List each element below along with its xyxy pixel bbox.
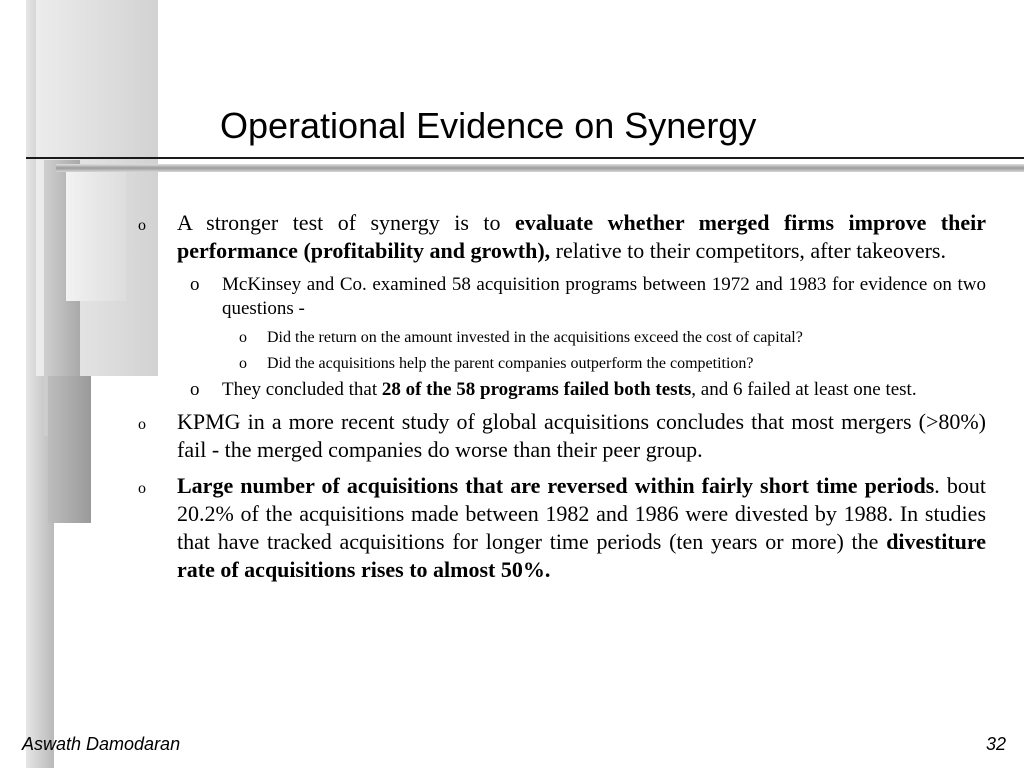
sub-bullet-item [130, 378, 986, 402]
footer-author: Aswath Damodaran [22, 734, 181, 754]
bullet-marker: o [138, 217, 146, 234]
bullet-marker: o [239, 355, 247, 372]
title-divider [26, 157, 1024, 159]
bullet-marker: o [138, 480, 146, 497]
decorative-bar [66, 172, 126, 301]
slide-body [130, 209, 986, 592]
sub-sub-bullet-item [130, 353, 986, 374]
sub-bullet-bold-text: 28 of the 58 programs failed both tests [381, 379, 692, 400]
title-divider-bar [56, 164, 1024, 172]
sub-sub-bullet-text: Did the acquisitions help the parent companies outperform the competition? [267, 355, 754, 372]
page-number: 32 [985, 734, 1006, 754]
bullet-text: relative to their competitors, after takeovers. [550, 238, 946, 263]
bullet-marker: o [138, 416, 146, 433]
sub-bullet-item [130, 273, 986, 321]
bullet-marker: o [190, 379, 200, 400]
bullet-bold-text: Large number of acquisitions that are reversed within fairly short time periods [177, 473, 935, 498]
bullet-item [130, 472, 986, 584]
sub-bullet-text: They concluded that [222, 379, 382, 400]
bullet-item [130, 408, 986, 464]
bullet-bold-text: divestiture rate of acquisitions rises to almost 50%. [177, 529, 986, 582]
sub-sub-bullet-text: Did the return on the amount invested in the acquisitions exceed the cost of capital? [267, 329, 803, 346]
sub-bullet-text: , and 6 failed at least one test. [691, 379, 917, 400]
bullet-text: . bout 20.2% of the acquisitions made between 1982 and 1986 were divested by 1988. In studies that have tracked acquisitions for longer time periods (ten years or more) the [177, 473, 986, 554]
sub-sub-bullet-item [130, 327, 986, 348]
bullet-text: KPMG in a more recent study of global acquisitions concludes that most mergers (>80%) fail - the merged companies do worse than their peer group. [177, 409, 986, 462]
bullet-item [130, 209, 986, 265]
sub-bullet-text: McKinsey and Co. examined 58 acquisition programs between 1972 and 1983 for evidence on two questions - [222, 274, 986, 319]
bullet-marker: o [190, 274, 200, 295]
slide-title: Operational Evidence on Synergy [220, 105, 757, 146]
decorative-bar [48, 376, 91, 523]
bullet-text: A stronger test of synergy is to [177, 210, 515, 235]
bullet-bold-text: evaluate whether merged firms improve their performance (profitability and growth), [177, 210, 986, 263]
bullet-marker: o [239, 329, 247, 346]
